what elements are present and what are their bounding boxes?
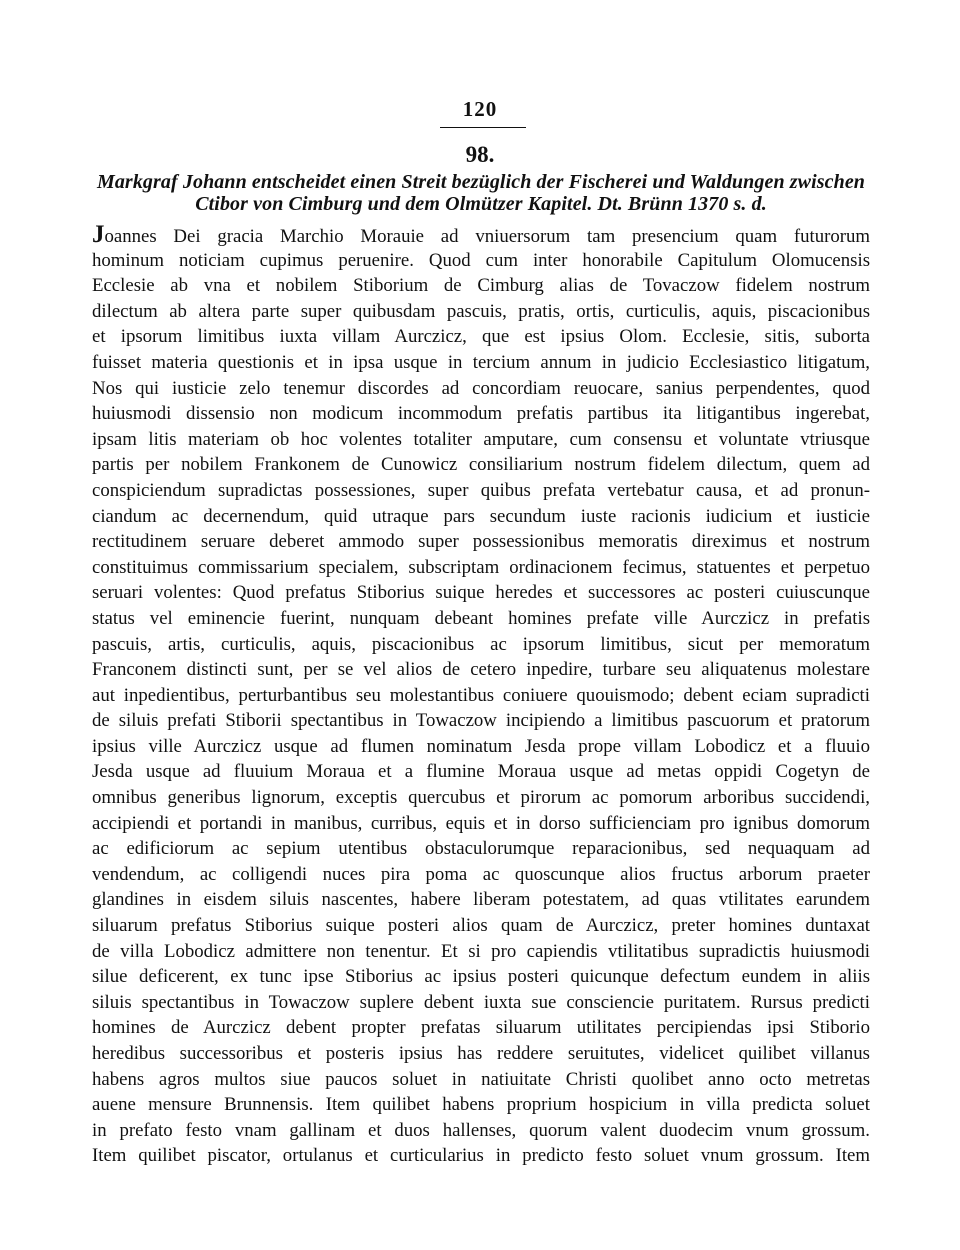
body-text <box>92 222 870 1169</box>
first-line-text: oannes Dei gracia Marchio Morauie ad vniuersorum tam presencium quam futurorum <box>104 226 870 247</box>
body-line: in prefato festo vnam gallinam et duos hallenses, quorum valent duodecim vnum grossum. <box>92 1119 870 1141</box>
heading-line-1: Markgraf Johann entscheidet einen Streit bezüglich der Fischerei und Waldungen zwischen <box>96 171 866 193</box>
body-line: heredibus successoribus et posteris ipsius has reddere seruitutes, videlicet quilibet villanus <box>92 1043 870 1064</box>
body-line: Nos qui iusticie zelo tenemur discordes ad concordiam reuocare, sanius perpendentes, quod <box>92 377 870 399</box>
heading-line-2: Ctibor von Cimburg und dem Olmützer Kapitel. Dt. Brünn 1370 s. d. <box>195 193 767 215</box>
body-line: vendendum, ac colligendi nuces pira poma ac quoscunque alios fructus arborum praeter <box>92 863 870 885</box>
initial-letter: J <box>92 221 105 248</box>
body-line: accipiendi et portandi in manibus, curribus, equis et in dorso sufficienciam pro ignibus domorum <box>92 812 870 834</box>
body-line: dilectum ab altera parte super quibusdam pascuis, pratis, ortis, curticulis, aquis, piscacionibus <box>92 300 870 322</box>
document-heading <box>92 171 870 215</box>
body-line: pascuis, artis, curticulis, aquis, piscacionibus ac ipsorum limitibus, sicut per memoratum <box>92 633 870 655</box>
body-line: de villa Lobodicz admittere non tenentur. Et si pro capiendis vtilitatibus supradictis huiusmodi <box>92 940 870 962</box>
body-line: aut inpedientibus, perturbantibus seu molestantibus coniuere quouismodo; debent eciam supradicti <box>92 684 870 706</box>
body-line: partis per nobilem Frankonem de Cunowicz consiliarium nostrum fidelem dilectum, quem ad <box>92 454 870 476</box>
body-line: rectitudinem seruare deberet ammodo super possessionibus memoratis direximus et nostrum <box>92 531 870 553</box>
body-line: ipsius ville Aurczicz usque ad flumen nominatum Jesda prope villam Lobodicz et a fluuio <box>92 735 870 757</box>
body-line: Jesda usque ad fluuium Moraua et a flumine Moraua usque ad metas oppidi Cogetyn de <box>92 761 870 783</box>
body-line: glandines in eisdem siluis nascentes, habere liberam potestatem, ad quas vtilitates earundem <box>92 889 870 911</box>
page-number-rule <box>440 127 526 128</box>
body-line: siluis spectantibus in Towaczow suplere debent iuxta sue consciencie puritatem. Rursus predicti <box>92 991 870 1013</box>
body-line: Ecclesie ab vna et nobilem Stiborium de Cimburg alias de Tovaczow fidelem nostrum <box>92 275 870 297</box>
body-line: auene mensure Brunnensis. Item quilibet habens proprium hospicium in villa predicta soluet <box>92 1094 870 1116</box>
body-line: ac edificiorum ac sepium utentibus obstaculorumque reparacionibus, sed nequaquam ad <box>92 838 870 860</box>
body-line: et ipsorum limitibus iuxta villam Aurczicz, que est ipsius Olom. Ecclesie, sitis, suborta <box>92 326 870 348</box>
body-line: constituimus commissarium specialem, subscriptam ordinacionem fecimus, statuentes et perpetuo <box>92 556 870 578</box>
body-line: omnibus generibus lignorum, exceptis quercubus et pirorum ac pomorum arboribus succidendi, <box>92 787 870 809</box>
body-line: status vel eminencie fuerint, nunquam debeant homines prefate ville Aurczicz in prefatis <box>92 607 870 629</box>
body-line: Item quilibet piscator, ortulanus et curticularius in predicto festo soluet vnum grossum. Item <box>92 1145 870 1167</box>
body-line: habens agros multos siue paucos soluet in natiuitate Christi quolibet anno octo metretas <box>92 1068 870 1090</box>
body-line: ciandum ac decernendum, quid utraque pars secundum iuste racionis iudicium et iusticie <box>92 505 870 527</box>
body-line: seruari volentes: Quod prefatus Stiborius suique heredes et successores ac posteri cuiuscunque <box>92 582 870 604</box>
body-line: siluarum prefatus Stiborius suique posteri alios quam de Aurczicz, preter homines duntaxat <box>92 915 870 937</box>
body-line: Franconem distincti sunt, per se vel alios de cetero inpedire, turbare seu aliquatenus molestare <box>92 659 870 681</box>
body-line: silue deficerent, ex tunc ipse Stiborius ac ipsius posteri quicunque defectum eundem in aliis <box>92 966 870 988</box>
body-line: homines de Aurczicz debent propter prefatas siluarum utilitates percipiendas ipsi Stiborio <box>92 1017 870 1039</box>
document-number: 98. <box>465 142 495 167</box>
body-line: hominum noticiam cupimus peruenire. Quod cum inter honorabile Capitulum Olomucensis <box>92 249 870 271</box>
body-line-first <box>92 222 870 248</box>
page-number: 120 <box>462 97 498 121</box>
body-line: fuisset materia questionis et in ipsa usque in tercium annum in judicio Ecclesiastico litigatum, <box>92 351 870 373</box>
body-line: ipsam litis materiam ob hoc volentes totaliter amputare, cum consensu et voluntate vtriusque <box>92 428 870 450</box>
body-line: huiusmodi dissensio non modicum incommodum prefatis partibus ita litigantibus ingerebat, <box>92 403 870 425</box>
body-line: de siluis prefati Stiborii spectantibus in Towaczow incipiendo a limitibus pascuorum et pratorum <box>92 710 870 732</box>
body-line: conspiciendum supradictas possessiones, super quibus prefata vertebatur causa, et ad pronun- <box>92 479 870 501</box>
